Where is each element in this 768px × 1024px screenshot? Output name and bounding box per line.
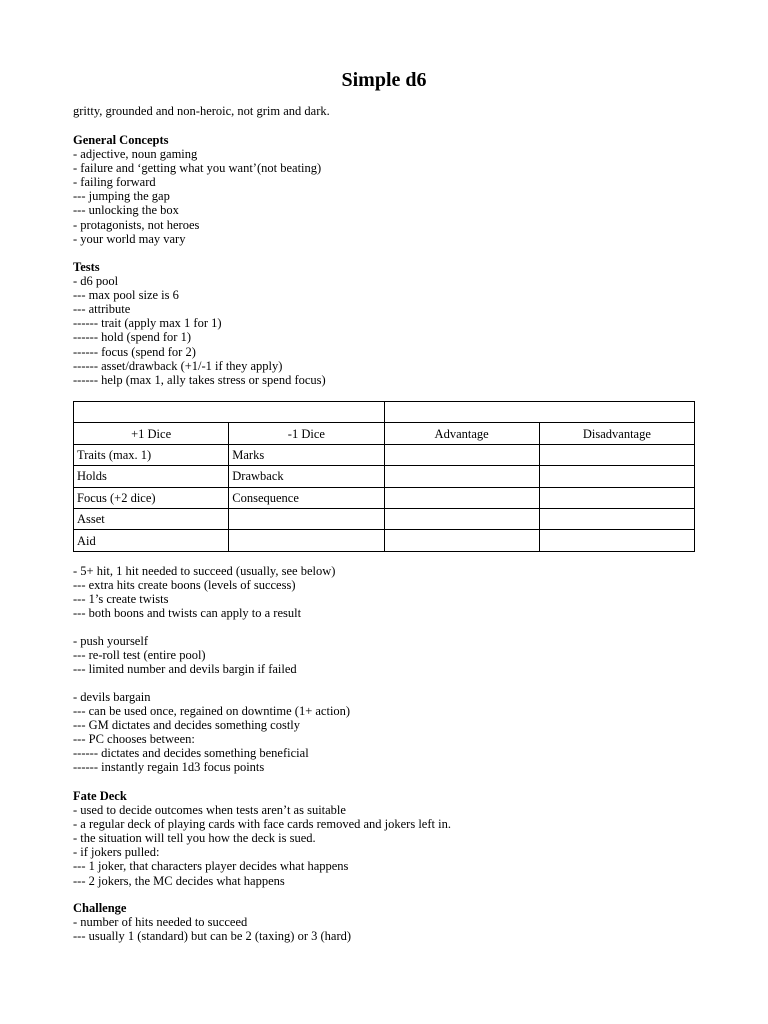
table-cell [539, 487, 694, 508]
tests-heading: Tests [73, 260, 100, 274]
table-cell: Consequence [229, 487, 384, 508]
challenge-heading: Challenge [73, 901, 127, 915]
fate-deck-section [73, 789, 695, 888]
list-item: --- extra hits create boons (levels of success) [73, 578, 296, 593]
table-cell [539, 508, 694, 529]
document-title: Simple d6 [341, 69, 427, 91]
list-item: - protagonists, not heroes [73, 217, 200, 232]
list-item: --- jumping the gap [73, 189, 170, 204]
fate-deck-heading: Fate Deck [73, 789, 127, 803]
list-item: --- can be used once, regained on downtime (1+ action) [73, 704, 351, 719]
list-item: --- unlocking the box [73, 203, 179, 218]
list-item: - used to decide outcomes when tests aren’t as suitable [73, 803, 346, 818]
list-item: - d6 pool [73, 274, 119, 289]
general-concepts-section [73, 133, 695, 246]
table-cell [384, 466, 539, 487]
list-item: - adjective, noun gaming [73, 147, 198, 162]
list-item: --- 2 jokers, the MC decides what happens [73, 873, 285, 888]
intro-paragraph [73, 104, 695, 118]
list-item: ------ hold (spend for 1) [73, 330, 192, 345]
list-item: ------ instantly regain 1d3 focus points [73, 760, 265, 775]
table-cell [384, 508, 539, 529]
table-row [74, 466, 695, 487]
column-header: Disadvantage [539, 423, 694, 444]
table-cell [384, 487, 539, 508]
hits-section [73, 564, 695, 620]
table-cell [384, 402, 695, 423]
table-cell [229, 508, 384, 529]
table-merged-row [74, 402, 695, 423]
list-item: - 5+ hit, 1 hit needed to succeed (usually, see below) [73, 564, 336, 578]
table-cell: Marks [229, 444, 384, 465]
column-header: Advantage [384, 423, 539, 444]
list-item: --- PC chooses between: [73, 732, 195, 747]
table-cell [74, 402, 385, 423]
table-cell: Focus (+2 dice) [74, 487, 229, 508]
list-item: - devils bargain [73, 690, 151, 704]
table-cell [384, 444, 539, 465]
list-item: - failing forward [73, 175, 156, 190]
table-cell [384, 530, 539, 551]
table-row [74, 487, 695, 508]
list-item: - push yourself [73, 634, 148, 648]
list-item: --- usually 1 (standard) but can be 2 (taxing) or 3 (hard) [73, 929, 352, 944]
list-item: - if jokers pulled: [73, 845, 160, 860]
table-cell: Traits (max. 1) [74, 444, 229, 465]
tests-section [73, 260, 695, 387]
list-item: ------ dictates and decides something beneficial [73, 746, 309, 761]
column-header: -1 Dice [229, 423, 384, 444]
list-item: --- max pool size is 6 [73, 288, 179, 303]
list-item: - a regular deck of playing cards with face cards removed and jokers left in. [73, 817, 451, 832]
list-item: - number of hits needed to succeed [73, 915, 248, 930]
list-item: --- both boons and twists can apply to a result [73, 606, 302, 621]
list-item: --- 1’s create twists [73, 592, 169, 607]
list-item: - the situation will tell you how the deck is sued. [73, 831, 316, 846]
challenge-section [73, 901, 695, 943]
list-item: - failure and ‘getting what you want’(not beating) [73, 161, 322, 176]
table-cell [539, 466, 694, 487]
table-cell: Drawback [229, 466, 384, 487]
table-row [74, 530, 695, 551]
column-header: +1 Dice [74, 423, 229, 444]
list-item: ------ help (max 1, ally takes stress or spend focus) [73, 372, 326, 387]
table-cell [539, 444, 694, 465]
list-item: ------ trait (apply max 1 for 1) [73, 316, 222, 331]
list-item: --- re-roll test (entire pool) [73, 648, 206, 663]
table-cell: Aid [74, 530, 229, 551]
push-section [73, 634, 695, 676]
list-item: - your world may vary [73, 231, 186, 246]
general-concepts-heading: General Concepts [73, 133, 169, 147]
table-row [74, 444, 695, 465]
table-cell [539, 530, 694, 551]
table-row [74, 508, 695, 529]
list-item: ------ focus (spend for 2) [73, 344, 196, 359]
list-item: ------ asset/drawback (+1/-1 if they apply) [73, 358, 283, 373]
list-item: --- 1 joker, that characters player decides what happens [73, 859, 349, 874]
table-cell: Holds [74, 466, 229, 487]
list-item: --- limited number and devils bargin if failed [73, 662, 297, 677]
list-item: --- attribute [73, 302, 131, 317]
dice-modifier-table [73, 401, 695, 552]
table-cell [229, 530, 384, 551]
table-cell: Asset [74, 508, 229, 529]
intro-text: gritty, grounded and non-heroic, not grim and dark. [73, 104, 330, 118]
table-header-row [74, 423, 695, 444]
devils-bargain-section [73, 690, 695, 775]
list-item: --- GM dictates and decides something costly [73, 718, 301, 733]
